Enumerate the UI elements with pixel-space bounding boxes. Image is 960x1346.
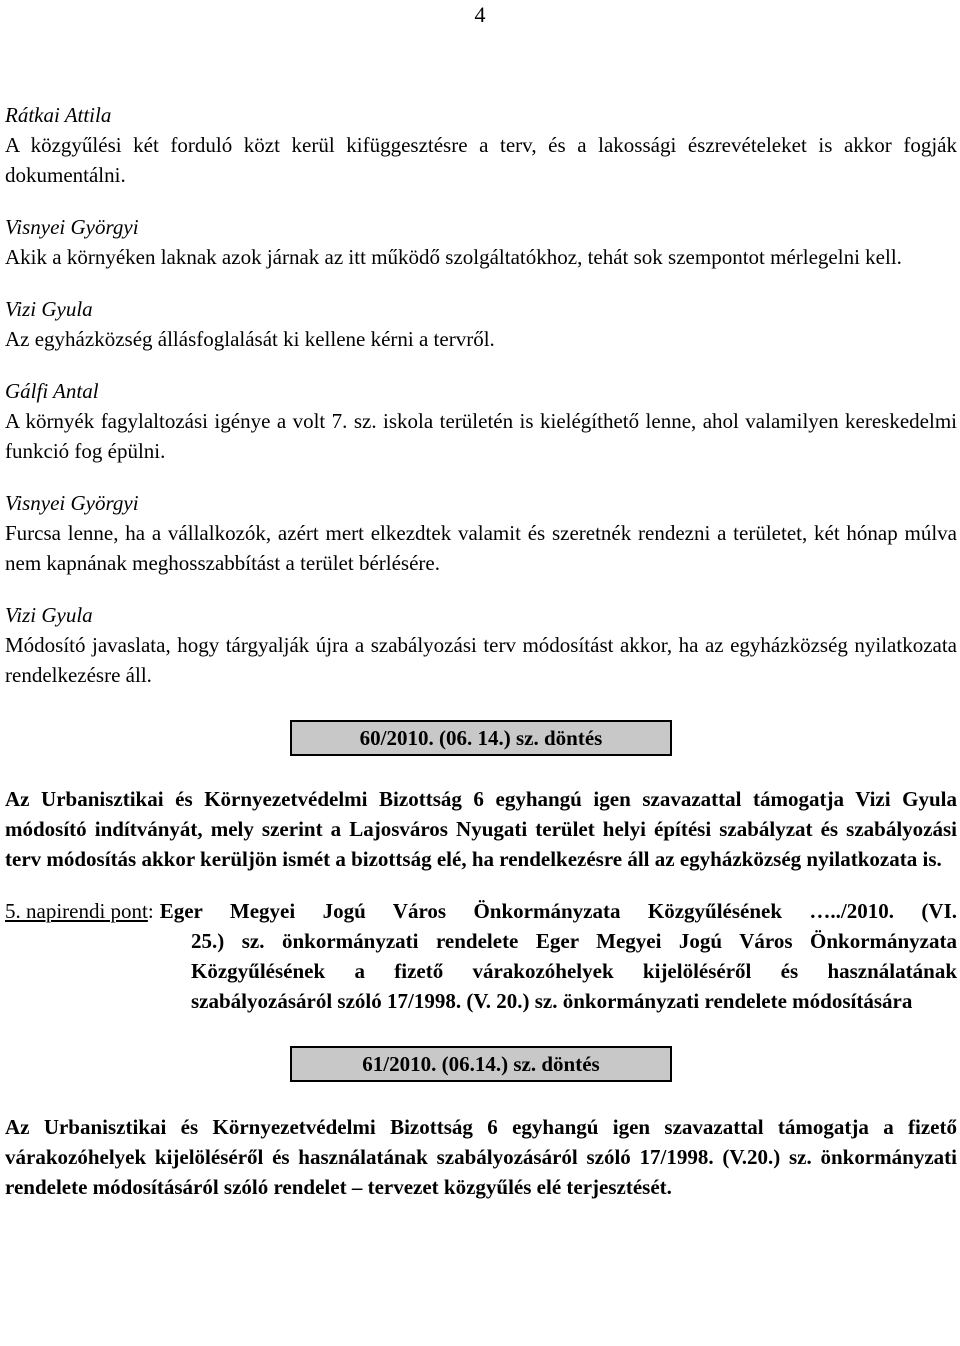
decision-text: Az Urbanisztikai és Környezetvédelmi Bizottság 6 egyhangú igen szavazattal támogatja a fizető várakozóhelyek kijelöléséről és használatának szabályozásáról szóló 17/1998. (V.20.) sz. önkormányzati rendelete módosításáról szóló rendelet – tervezet közgyűlés elé terjesztését. — [5, 1115, 957, 1199]
speech-text: Akik a környéken laknak azok járnak az itt működő szolgáltatókhoz, tehát sok szempontot mérlegelni kell. — [5, 245, 902, 269]
decision-text: Az Urbanisztikai és Környezetvédelmi Bizottság 6 egyhangú igen szavazattal támogatja Vizi Gyula módosító indítványát, mely szerint a Lajosváros Nyugati terület helyi építési szabályzat és szabályozási terv módosítás akkor kerüljön ismét a bizottság elé, ha rendelkezésre áll az egyházközség nyilatkozata is. — [5, 787, 957, 871]
agenda-label — [5, 896, 160, 926]
dialogue-entry — [5, 212, 957, 272]
dialogue-entry — [5, 294, 957, 354]
speaker-name: Vizi Gyula — [5, 297, 93, 321]
dialogue-entry — [5, 376, 957, 466]
page-number: 4 — [474, 2, 486, 27]
dialogue-entry — [5, 600, 957, 690]
agenda-title: 25.) sz. önkormányzati rendelete Eger Megyei Jogú Város Önkormányzata Közgyűlésének a fizető várakozóhelyek kijelöléséről és használatának szabályozásáról szóló 17/1998. (V. 20.) sz. önkormányzati rendelete módosítására — [191, 929, 957, 1013]
speaker-name: Rátkai Attila — [5, 103, 112, 127]
agenda-colon: : — [147, 899, 154, 923]
speech-text: Módosító javaslata, hogy tárgyalják újra a szabályozási terv módosítást akkor, ha az egyházközség nyilatkozata rendelkezésre áll. — [5, 633, 957, 687]
speaker-name: Gálfi Antal — [5, 379, 99, 403]
speech-text: Furcsa lenne, ha a vállalkozók, azért mert elkezdtek valamit és szeretnék rendezni a területet, két hónap múlva nem kapnának meghosszabbítást a terület bérlésére. — [5, 521, 957, 575]
speaker-name: Visnyei Györgyi — [5, 491, 139, 515]
speaker-name: Vizi Gyula — [5, 603, 93, 627]
agenda-number: 5. napirendi pont — [5, 899, 148, 923]
speech-text: A közgyűlési két forduló közt kerül kifüggesztésre a terv, és a lakossági észrevételeket is akkor fogják dokumentálni. — [5, 133, 957, 187]
dialogue-entry — [5, 488, 957, 578]
agenda-first-line: Eger Megyei Jogú Város Önkormányzata Közgyűlésének …../2010. (VI. — [159, 899, 957, 923]
decision-title-box: 61/2010. (06.14.) sz. döntés — [290, 1046, 672, 1082]
document-body — [5, 100, 957, 1202]
speech-text: A környék fagylaltozási igénye a volt 7. sz. iskola területén is kielégíthető lenne, ahol valamilyen kereskedelmi funkció fog épülni. — [5, 409, 957, 463]
speech-text: Az egyházközség állásfoglalását ki kellene kérni a tervről. — [5, 327, 495, 351]
decision-title-box: 60/2010. (06. 14.) sz. döntés — [290, 720, 672, 756]
agenda-item — [5, 896, 957, 926]
dialogue-entry — [5, 100, 957, 190]
speaker-name: Visnyei Györgyi — [5, 215, 139, 239]
